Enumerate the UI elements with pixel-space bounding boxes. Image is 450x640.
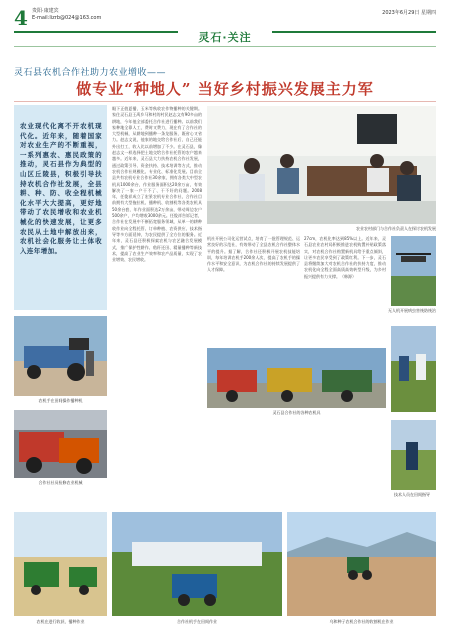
caption-harvest: 农机在进行收获、播种作业 (36, 619, 85, 624)
header-editor-info (32, 8, 101, 22)
page-number: 4 (14, 6, 28, 30)
photo-greenhouse (112, 512, 282, 616)
photo-drone (391, 236, 436, 306)
issue-date: 2023年6月29日 星期四 (382, 10, 436, 16)
headline-rule (14, 101, 436, 102)
caption-tilling: 乌和种子农机合作社的收割机在作业 (329, 619, 394, 624)
photo-repair (14, 410, 107, 478)
caption-guidance: 技术人员在田间指导 (394, 492, 430, 497)
article-headline: 做专业“种地人” 当好乡村振兴发展主力军 (76, 80, 374, 98)
photo-harvest (14, 512, 107, 616)
body-column-1: 眼下正值夏播，玉米等秋收农作物播种的关键期。家住灵石县王禹乡马和村的村民赵志文有90多亩的耕地，今年他全部委托合作社进行播种。以前我们家种地全靠人工，费时又费力，现在有了合作社的大型机械，从耕地到播种一条龙服务，既省心又省力。赵志文说，他家的地交给合作社后，自己还能外出打工，收入比以前增加了不少。在灵石县，像赵志文一样选择把土地交给合作社托管的农户越来越多。近年来，灵石县大力扶持农机合作社发展，通过政策引导、资金扶持、技术培训等方式，推动农机合作社规模化、专业化、标准化发展。目前全县共有农机专业合作社30余家，拥有各类大中型农机具1000余台，作业服务面积达20余万亩，有效解决了一家一户干不了、干不好的问题。2008年，任俊祥成立了宏景农机专业合作社，合作社目前拥有大型拖拉机、播种机、收割机等各类农机具50余台套，年作业面积达2万余亩，带动周边农户500余户，户均增收3000余元。任俊祥告诉记者，合作社在发展中不断拓宽服务领域，从单一的耕种收作业向全程托管、订单种植、农资供应、技术指导等多方面延伸，为农民提供了全方位的服务。近年来，灵石县还积极探索农机与农艺融合发展模式，推广保护性耕作、秸秆还田、精量播种等新技术，提高了农业生产效率和农产品质量，实现了农业增效、农民增收。 (112, 106, 202, 263)
caption-machinery: 灵石县合作社的各种农机具 (272, 410, 321, 415)
photo-seeder (14, 316, 107, 396)
header-editor-line: 贵阳·康建宾 (32, 8, 59, 14)
section-underline (14, 46, 436, 47)
caption-drone: 无人机开展病虫害统防统治 (388, 308, 436, 313)
photo-meeting (207, 106, 436, 224)
body-column-2: 机社开展公司化运营试点，培育了一批管理规范、运营良好的示范社，有效带动了全县农机合作社整体水平的提升。据了解，合作社还积极开展农机技能培训，每年培训农机手200余人次，提高了农机手的操作水平和安全意识，为农机合作社的持续发展提供了人才保障。 (207, 236, 300, 273)
caption-seeder: 农机手在田间操作播种机 (38, 398, 83, 403)
article-kicker: 灵石县农机合作社助力农业增收—— (14, 68, 167, 78)
photo-tilling (287, 512, 436, 616)
lead-text: 农业现代化离不开农机现代化。近年来，随着国家对农业生产的不断重视，一系列惠农、惠民政策的推动，灵石县作为典型的山区丘陵县，积极引导扶持农机合作社发展，全县耕、种、防、收全程机械化水平大大提高，更好地带动了农民增收和农业机械化的快速发展，让更多农民从土地中解放出来，农机社会化服务让土体收入连年增加。 (20, 122, 102, 255)
body-column-3: 27cm，农机化率达到85%以上。近年来，灵石县农业农村局积极推进农机购置补贴政策落实，对农机合作社购置新机具给予重点倾斜，让更多农民享受到了政策红利。下一步，灵石县将继续加大对农机合作社的扶持力度，推动农机化向全程全面高质高效转型升级，为乡村振兴提供有力支撑。（韩源） (304, 236, 386, 279)
caption-greenhouse: 合作社机手在田间作业 (177, 619, 217, 624)
caption-meeting: 农业农村部门与合作社负责人在探讨农机发展 (356, 226, 436, 231)
header-email-line: E-mail:lizrb@024@163.com (32, 15, 102, 21)
photo-machinery (207, 348, 386, 408)
caption-repair: 合作社社员检修农业机械 (38, 480, 83, 485)
photo-field-work (391, 326, 436, 412)
section-title: 灵石·关注 (178, 31, 272, 45)
photo-guidance (391, 420, 436, 490)
